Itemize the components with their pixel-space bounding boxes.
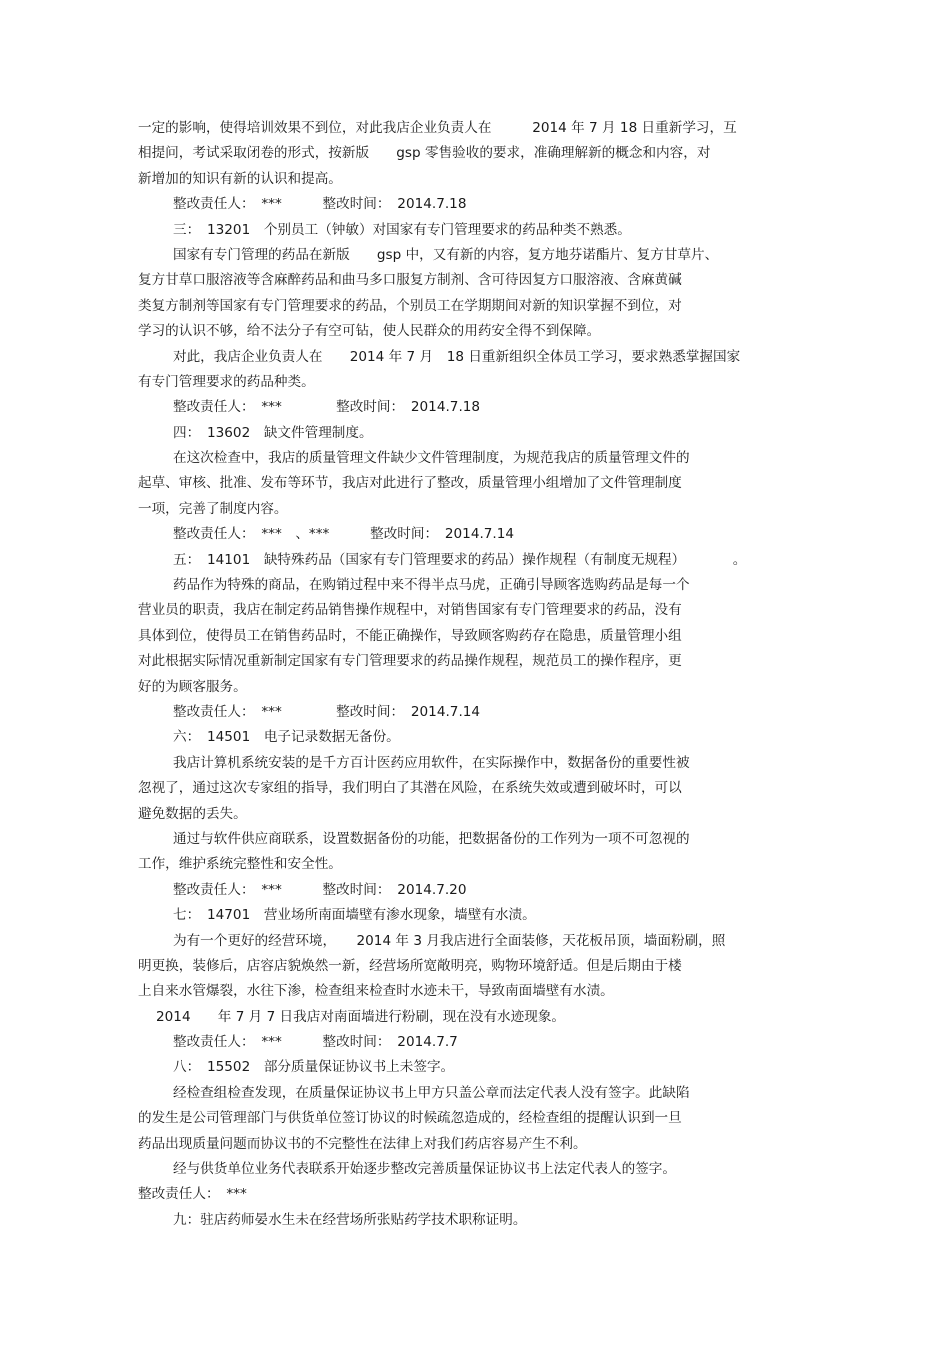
text-line: 明更换，装修后，店容店貌焕然一新，经营场所宽敞明亮，购物环境舒适。但是后期由于楼 <box>138 957 682 974</box>
text-line: 避免数据的丢失。 <box>138 805 247 822</box>
text-line: 国家有专门管理的药品在新版 gsp 中，又有新的内容，复方地芬诺酯片、复方甘草片、 <box>173 246 719 263</box>
text-line: 三： 13201 个别员工（钟敏）对国家有专门管理要求的药品种类不熟悉。 <box>173 221 631 238</box>
text-line: 对此，我店企业负责人在 2014 年 7 月 18 日重新组织全体员工学习，要求熟悉掌握国家 <box>173 348 741 365</box>
text-line: 整改责任人： *** 整改时间： 2014.7.20 <box>173 881 467 898</box>
text-line: 具体到位，使得员工在销售药品时，不能正确操作，导致顾客购药存在隐患，质量管理小组 <box>138 627 682 644</box>
text-line: 整改责任人： *** 、*** 整改时间： 2014.7.14 <box>173 526 515 543</box>
text-line: 一项，完善了制度内容。 <box>138 500 288 517</box>
text-line: 一定的影响，使得培训效果不到位，对此我店企业负责人在 2014 年 7 月 18 日重新学习，互 <box>138 120 737 136</box>
text-line: 复方甘草口服溶液等含麻醉药品和曲马多口服复方制剂、含可待因复方口服溶液、含麻黄碱 <box>138 272 682 289</box>
text-line: 七： 14701 营业场所南面墙壁有渗水现象，墙壁有水渍。 <box>173 907 536 924</box>
text-line: 整改责任人： *** <box>138 1186 247 1203</box>
text-line: 经检查组检查发现，在质量保证协议书上甲方只盖公章而法定代表人没有签字。此缺陷 <box>173 1084 690 1101</box>
text-line: 在这次检查中，我店的质量管理文件缺少文件管理制度，为规范我店的质量管理文件的 <box>173 450 690 467</box>
text-line: 五： 14101 缺特殊药品（国家有专门管理要求的药品）操作规程（有制度无规程） 。 <box>173 551 747 568</box>
text-line: 学习的认识不够，给不法分子有空可钻，使人民群众的用药安全得不到保障。 <box>138 323 601 340</box>
text-line: 起草、审核、批准、发布等环节，我店对此进行了整改，质量管理小组增加了文件管理制度 <box>138 475 682 492</box>
text-line: 新增加的知识有新的认识和提高。 <box>138 170 342 187</box>
text-line: 八： 15502 部分质量保证协议书上未签字。 <box>173 1059 455 1076</box>
text-line: 忽视了，通过这次专家组的指导，我们明白了其潜在风险，在系统失效或遭到破坏时，可以 <box>138 780 682 797</box>
text-line: 九：驻店药师晏水生未在经营场所张贴药学技术职称证明。 <box>173 1211 527 1228</box>
text-line: 工作，维护系统完整性和安全性。 <box>138 856 342 873</box>
text-line: 我店计算机系统安装的是千方百计医药应用软件，在实际操作中，数据备份的重要性被 <box>173 754 690 771</box>
text-line: 整改责任人： *** 整改时间： 2014.7.14 <box>173 703 481 720</box>
text-line: 为有一个更好的经营环境， 2014 年 3 月我店进行全面装修，天花板吊顶，墙面粉刷，照 <box>173 932 726 949</box>
text-line: 上自来水管爆裂，水往下渗，检查组来检查时水迹未干，导致南面墙壁有水渍。 <box>138 983 614 1000</box>
text-line: 整改责任人： *** 整改时间： 2014.7.18 <box>173 196 467 213</box>
text-line: 六： 14501 电子记录数据无备份。 <box>173 729 400 746</box>
text-line: 四： 13602 缺文件管理制度。 <box>173 424 373 441</box>
text-line: 的发生是公司管理部门与供货单位签订协议的时候疏忽造成的，经检查组的提醒认识到一旦 <box>138 1110 682 1127</box>
text-line: 2014 年 7 月 7 日我店对南面墙进行粉刷，现在没有水迹现象。 <box>156 1008 566 1025</box>
text-line: 好的为顾客服务。 <box>138 678 247 695</box>
text-line: 通过与软件供应商联系，设置数据备份的功能，把数据备份的工作列为一项不可忽视的 <box>173 830 690 847</box>
text-line: 相提问，考试采取闭卷的形式，按新版 gsp 零售验收的要求，准确理解新的概念和内容，对 <box>138 145 711 162</box>
text-line: 有专门管理要求的药品种类。 <box>138 373 315 390</box>
text-line: 整改责任人： *** 整改时间： 2014.7.18 <box>173 399 481 416</box>
text-line: 营业员的职责，我店在制定药品销售操作规程中，对销售国家有专门管理要求的药品，没有 <box>138 602 682 619</box>
text-line: 整改责任人： *** 整改时间： 2014.7.7 <box>173 1034 458 1051</box>
text-line: 对此根据实际情况重新制定国家有专门管理要求的药品操作规程，规范员工的操作程序，更 <box>138 653 682 670</box>
document-body <box>138 116 818 1233</box>
text-line: 类复方制剂等国家有专门管理要求的药品，个别员工在学期期间对新的知识掌握不到位，对 <box>138 297 682 314</box>
text-line: 药品出现质量问题而协议书的不完整性在法律上对我们药店容易产生不利。 <box>138 1135 587 1152</box>
text-line: 药品作为特殊的商品，在购销过程中来不得半点马虎，正确引导顾客选购药品是每一个 <box>173 577 690 594</box>
text-line: 经与供货单位业务代表联系开始逐步整改完善质量保证协议书上法定代表人的签字。 <box>173 1161 676 1178</box>
